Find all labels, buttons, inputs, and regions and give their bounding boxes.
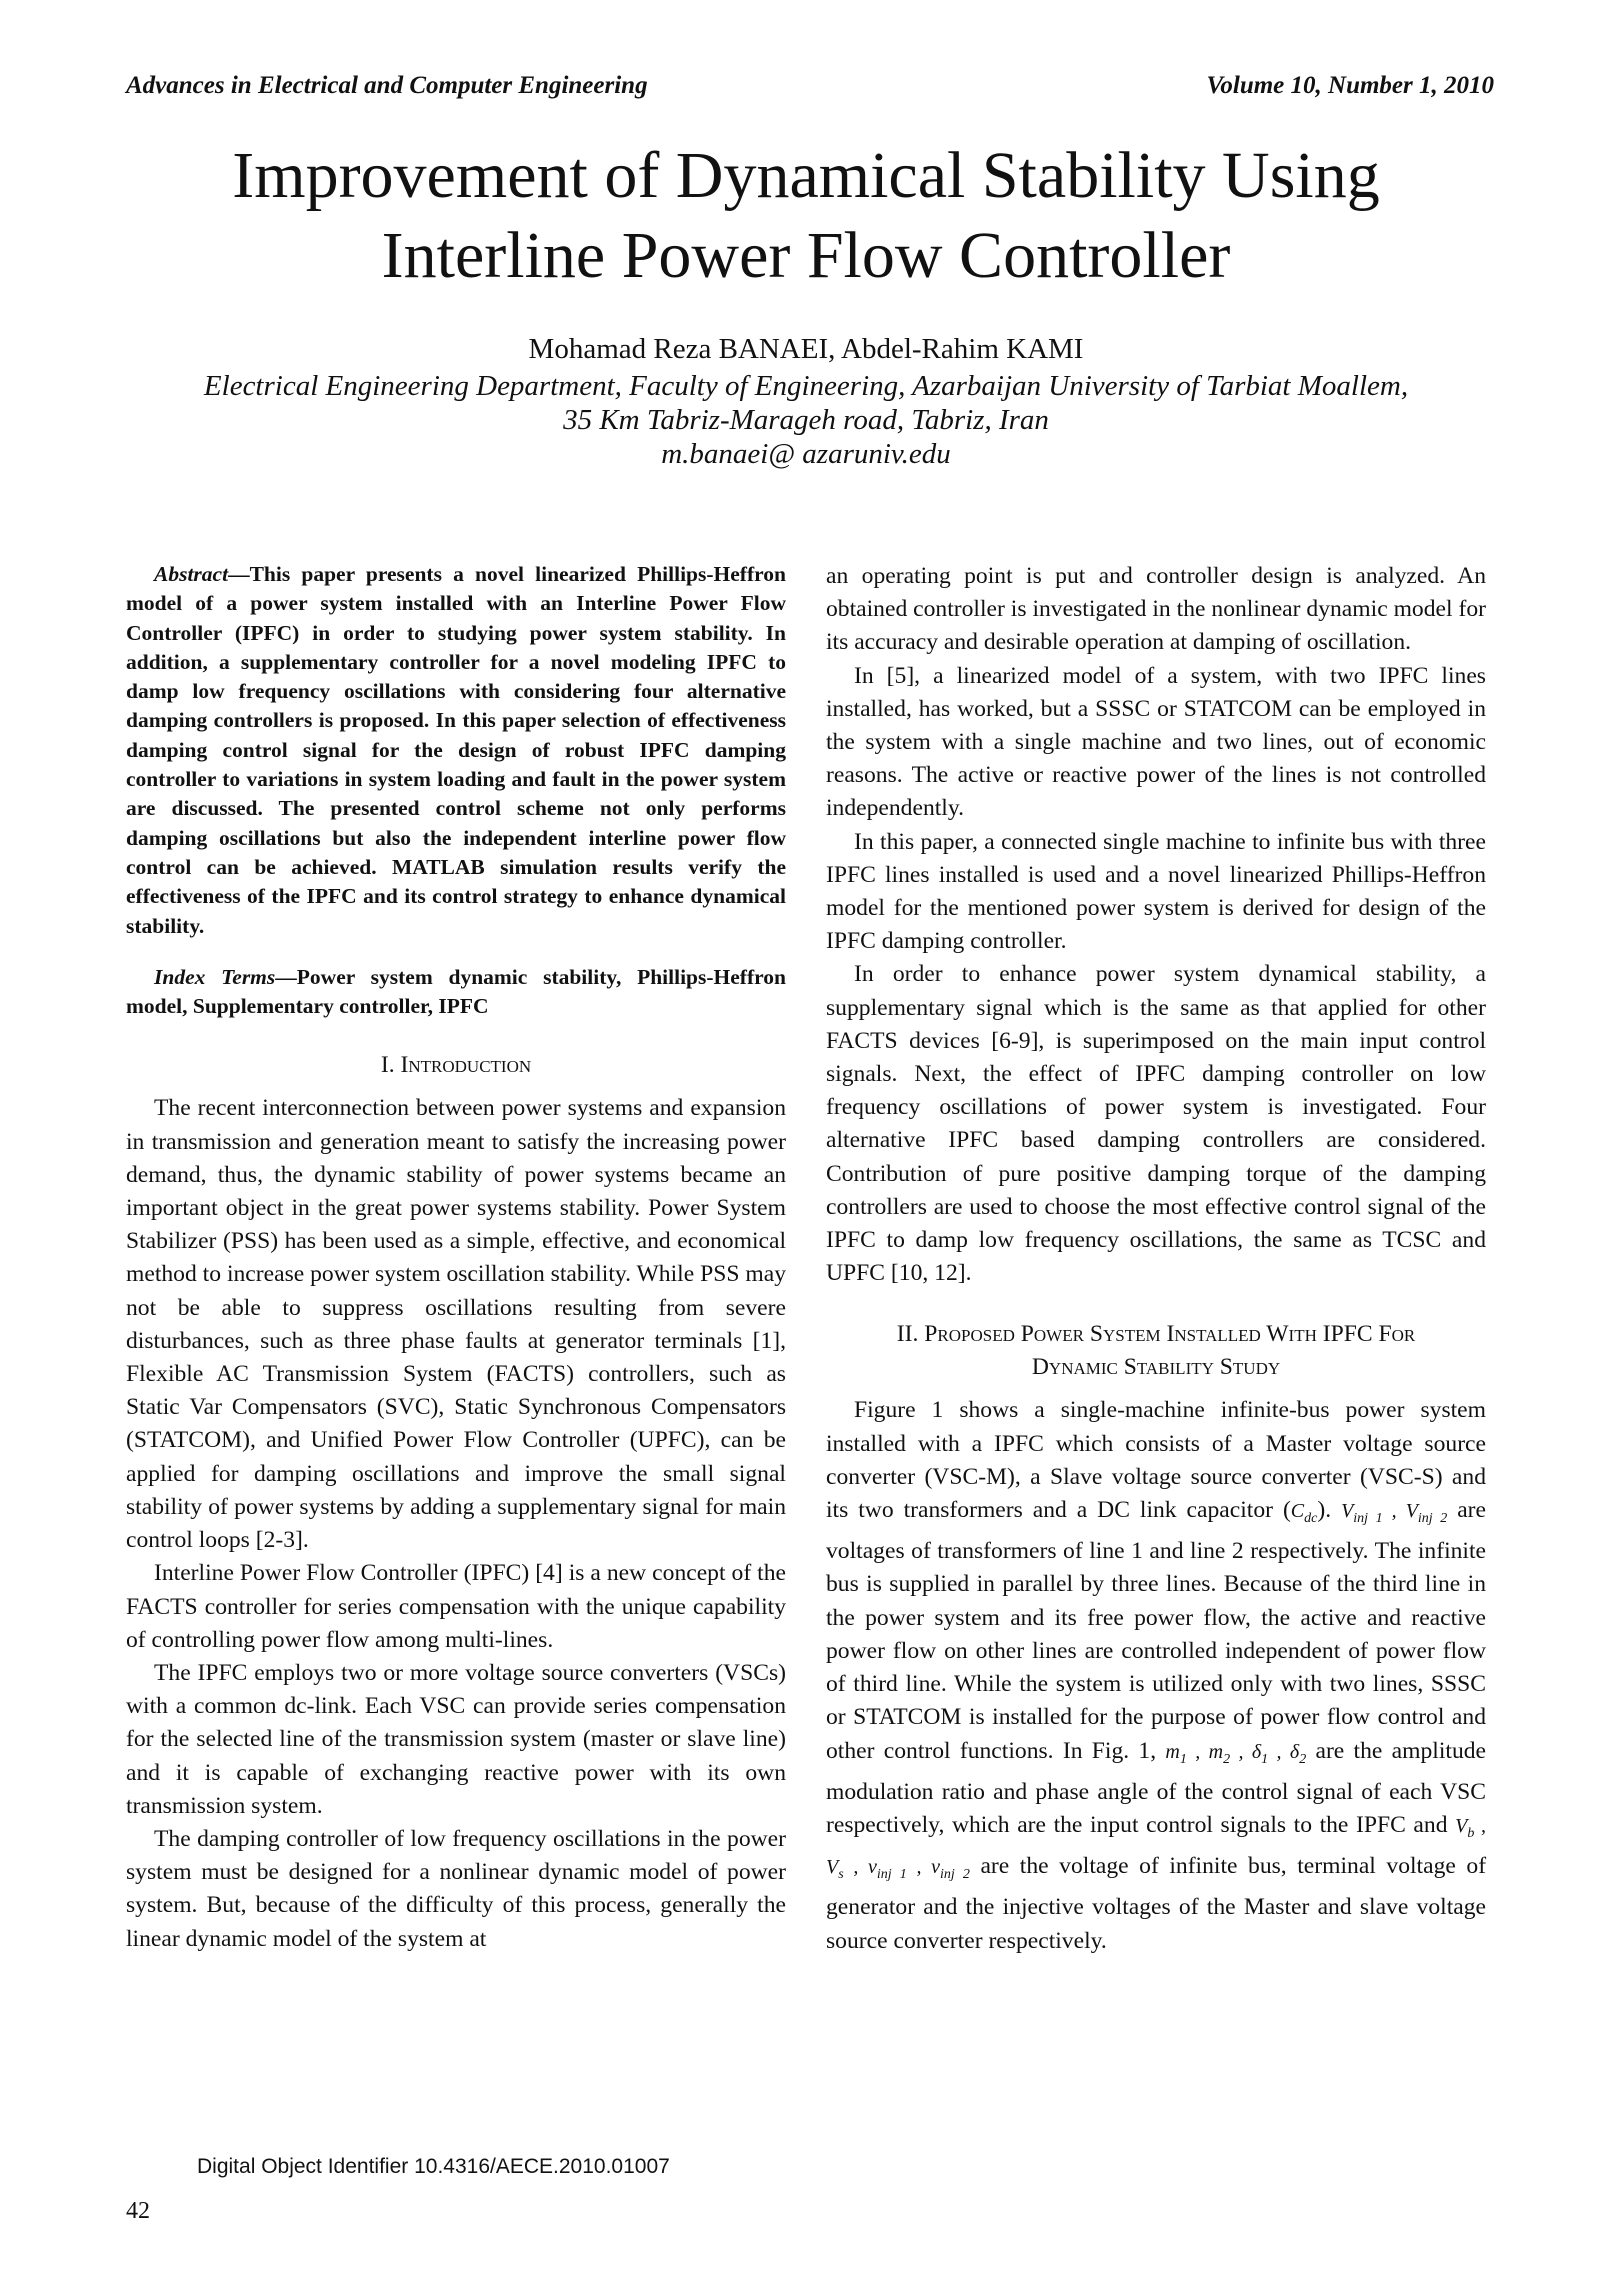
text-run: are the voltage of infinite bus, terminal voltage of generator and the injective voltages of the Master and slave voltage source converter respectively. [826,1853,1487,1954]
paper-title [80,136,1532,296]
math-subscript: inj 1 [876,1867,907,1883]
math-subscript: inj 2 [939,1867,970,1883]
section-2-number: II. [896,1321,919,1348]
section-1-number: I. [380,1052,395,1079]
math-symbol: δ [1251,1740,1262,1763]
journal-name: Advances in Electrical and Computer Engineering [126,72,648,99]
text-run: are voltages of transformers of line 1 and line 2 respectively. The infinite bus is supplied in parallel by three lines. Because of the third line in the power system and its free power flow, the active and reactive power flow on other lines are controlled independent of power flow of third line. While the system is utilized only with two lines, SSSC or STATCOM is installed for the purpose of power flow control and other control functions. In Fig. 1, [826,1497,1486,1764]
index-terms [126,963,786,1022]
intro-paragraph: Interline Power Flow Controller (IPFC) [4] is a new concept of the FACTS controller for series compensation with the unique capability of controlling power flow among multi-lines. [126,1560,786,1653]
text-run: are the amplitude modulation ratio and phase angle of the control signal of each VSC respectively, which are the input control signals to the IPFC and [826,1737,1487,1838]
title-line-1: Improvement of Dynamical Stability Using [232,139,1380,212]
index-terms-label: Index Terms [154,964,276,989]
math-symbol: V [1405,1500,1418,1523]
intro-paragraph: The IPFC employs two or more voltage source converters (VSCs) with a common dc-link. Each VSC can provide series compensation for the selected line of the transmission system (master or slave line) and it is capable of exchanging reactive power with its own transmission system. [126,1659,786,1819]
abstract-paragraph [126,560,786,941]
math-comma: , [843,1856,868,1879]
math-symbol: V [1455,1814,1468,1837]
math-subscript: 1 [1179,1751,1187,1767]
body-paragraph: In [5], a linearized model of a system, with two IPFC lines installed, has worked, but a SSSC or STATCOM can be employed in the system with a single machine and two lines, out of economic reasons. The active or reactive power of the lines is not controlled independently. [826,662,1486,822]
math-subscript: 2 [1223,1751,1231,1767]
body-paragraph: In this paper, a connected single machine to infinite bus with three IPFC lines installed is used and a novel linearized Phillips-Heffron model for the mentioned power system is derived for design of the IPFC damping controller. [826,828,1486,955]
math-subscript: 2 [1299,1751,1307,1767]
math-comma: , [1382,1500,1406,1523]
volume-info: Volume 10, Number 1, 2010 [1206,72,1494,99]
section-1-title: Introduction [400,1052,532,1079]
body-paragraph: In order to enhance power system dynamical stability, a supplementary signal which is the same as that applied for other FACTS devices [6-9], is superimposed on the main input control signals. Next, the effect of IPFC damping controller on low frequency oscillations of power system is investigated. Four alternative IPFC based damping controllers are considered. Contribution of pure positive damping torque of the damping controllers are used to choose the most effective control signal of the IPFC to damp low frequency oscillations, the same as TCSC and UPFC [10, 12]. [826,961,1486,1287]
math-symbol: V [826,1856,839,1879]
intro-paragraph: The damping controller of low frequency oscillations in the power system must be designed for a nonlinear dynamic model of power system. But, because of the difficulty of this process, generally the linear dynamic model of the system at [126,1825,786,1952]
index-terms-paragraph [126,963,786,1022]
math-symbol: V [1341,1500,1354,1523]
affiliation-line-1: Electrical Engineering Department, Faculty of Engineering, Azarbaijan University of Tarbiat Moallem, [203,370,1409,402]
math-subscript: inj 2 [1417,1511,1448,1527]
text-run: Figure 1 shows a single-machine infinite-bus power system installed with a IPFC which consists of a Master voltage source converter (VSC-M), a Slave voltage source converter (VSC-S) and its two transformers and a DC link capacitor ( [826,1397,1486,1524]
author-email: m.banaei@ azaruniv.edu [661,438,951,470]
left-column [126,560,786,1956]
math-comma: , [1268,1740,1290,1763]
math-symbol: C [1290,1500,1305,1523]
math-symbol: v [867,1856,877,1879]
math-comma: , [906,1856,932,1879]
math-symbol: m [1208,1740,1224,1763]
section-2-title-line-2: Dynamic Stability Study [1031,1354,1281,1381]
math-comma: , [1186,1740,1209,1763]
math-subscript: inj 1 [1353,1511,1383,1527]
text-run: ). [1317,1497,1342,1524]
affiliation [60,369,1552,471]
math-symbol: m [1165,1740,1180,1763]
section-2-heading [826,1318,1486,1384]
continued-paragraph: an operating point is put and controller design is analyzed. An obtained controller is investigated in the nonlinear dynamic model for its accuracy and desirable operation at damping of oscillation. [826,563,1486,656]
title-line-2: Interline Power Flow Controller [381,219,1231,292]
math-symbol: δ [1289,1740,1300,1763]
authors: Mohamad Reza BANAEI, Abdel-Rahim KAMI [528,333,1084,365]
abstract [126,560,786,941]
math-symbol: v [931,1856,940,1879]
math-control-signals [1165,1740,1307,1767]
section-2-paragraph [826,1394,1486,1957]
intro-paragraph: The recent interconnection between power systems and expansion in transmission and generation meant to satisfy the increasing power demand, thus, the dynamic stability of power systems became an important object in the great power systems stability. Power System Stabilizer (PSS) has been used as a simple, effective, and economical method to increase power system oscillation stability. While PSS may not be able to suppress oscillations resulting from severe disturbances, such as three phase faults at generator terminals [1], Flexible AC Transmission System (FACTS) controllers, such as Static Var Compensators (SVC), Static Synchronous Compensators (STATCOM), and Unified Power Flow Controller (UPFC), can be applied for damping oscillations and improve the small signal stability of power systems by adding a supplementary signal for main control loops [2-3]. [126,1095,786,1554]
affiliation-line-2: 35 Km Tabriz-Marageh road, Tabriz, Iran [563,404,1049,436]
math-comma: , [1474,1814,1487,1837]
math-subscript: b [1467,1825,1475,1841]
running-header [126,72,1494,112]
right-column [826,560,1486,1958]
doi: Digital Object Identifier 10.4316/AECE.2010.01007 [197,2155,670,2178]
math-cdc [1290,1500,1318,1527]
math-subscript: s [838,1867,844,1883]
section-2-title-line-1: Proposed Power System Installed With IPFC For [924,1321,1416,1348]
abstract-label: Abstract [154,562,229,586]
math-subscript: 1 [1261,1751,1269,1767]
page-number: 42 [126,2198,150,2224]
math-vinj [1341,1500,1448,1527]
math-comma: , [1230,1740,1252,1763]
section-1-heading [126,1049,786,1082]
index-terms-text: —Power system dynamic stability, Phillips-Heffron model, Supplementary controller, IPFC [126,964,786,1019]
abstract-text: —This paper presents a novel linearized Phillips-Heffron model of a power system installed with an Interline Power Flow Controller (IPFC) in order to studying power system stability. In addition, a supplementary controller for a novel modeling IPFC to damp low frequency oscillations with considering four alternative damping controllers is proposed. In this paper selection of effectiveness damping control signal for the design of robust IPFC damping controller to variations in system loading and fault in the power system are discussed. The presented control scheme not only performs damping oscillations but also the independent interline power flow control can be achieved. MATLAB simulation results verify the effectiveness of the IPFC and its control strategy to enhance dynamical stability. [126,562,786,938]
math-subscript: dc [1304,1511,1318,1527]
